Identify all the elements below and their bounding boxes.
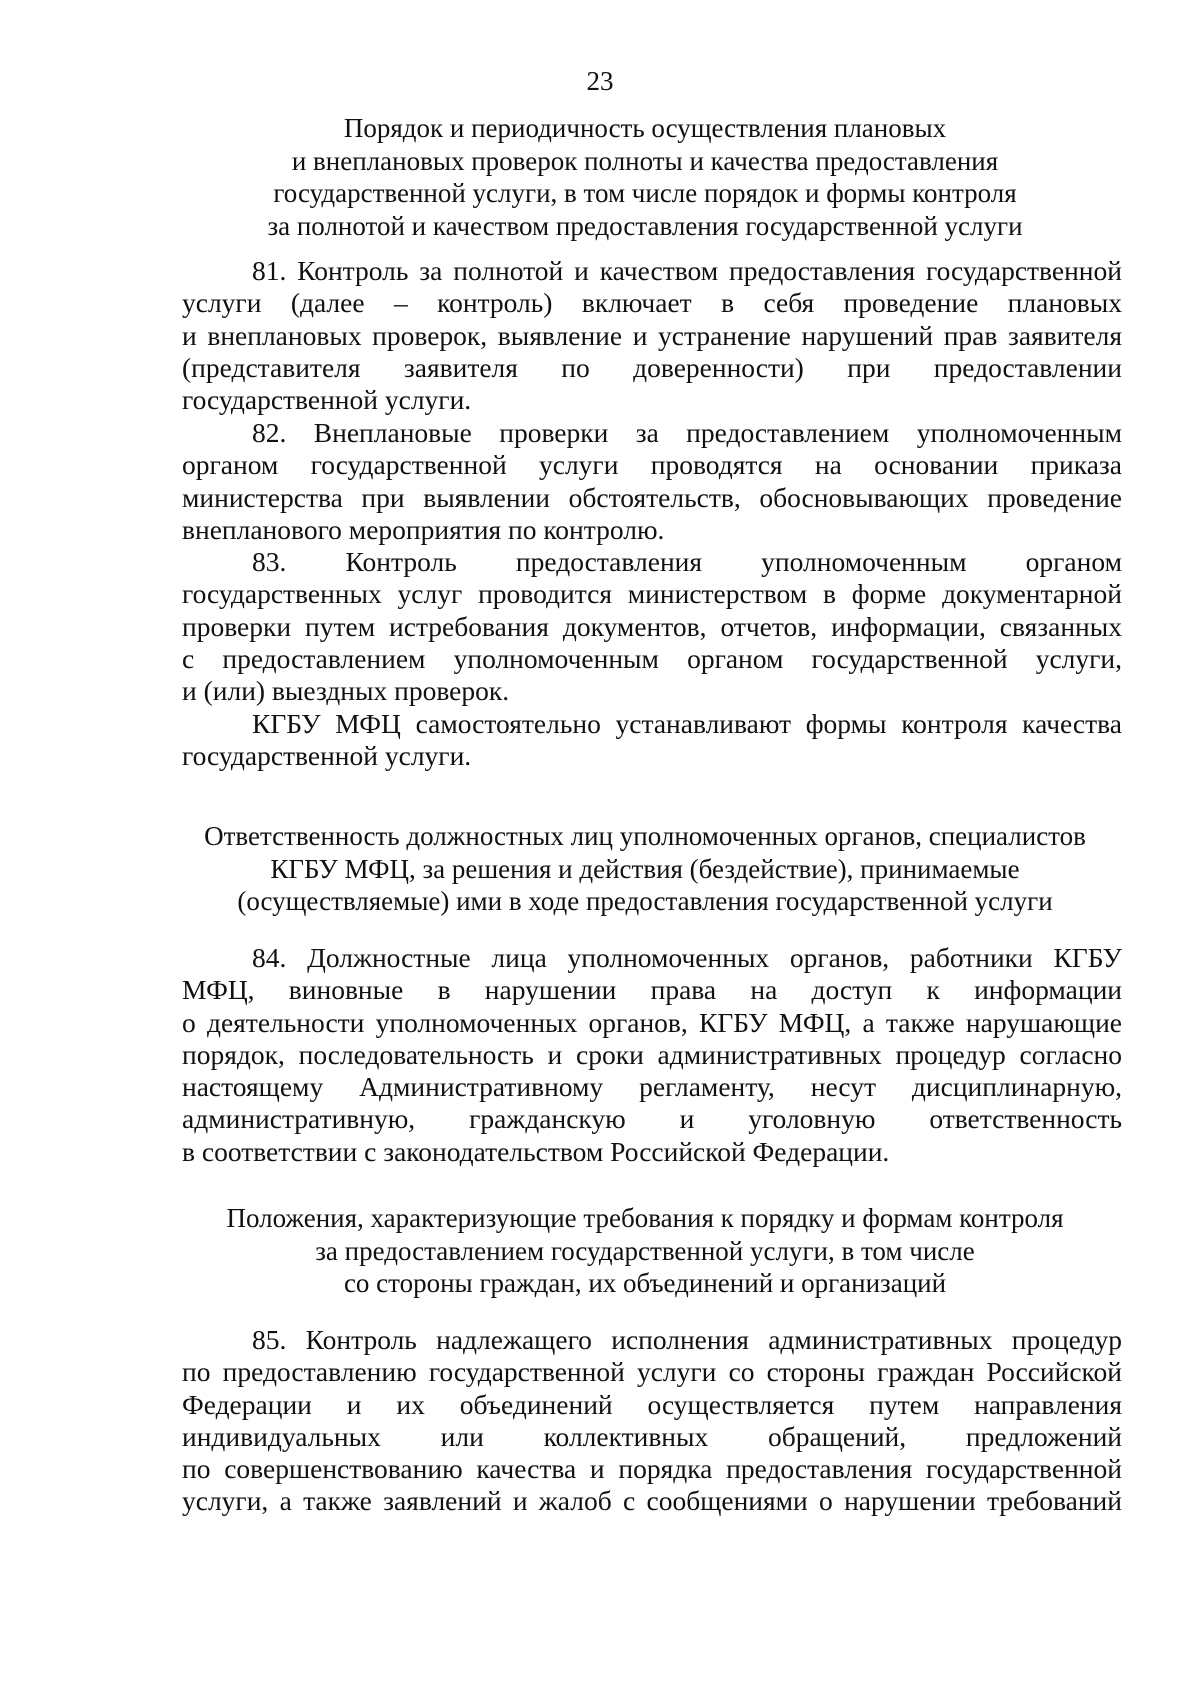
heading-line: со стороны граждан, их объединений и организаций (343, 1268, 947, 1299)
section-heading-citizen-control (175, 1202, 1115, 1300)
text-line: по предоставлению государственной услуги со стороны граждан Российской (182, 1356, 1122, 1388)
heading-line: и внеплановых проверок полноты и качества предоставления (291, 145, 999, 176)
text-line: и внеплановых проверок, выявление и устранение нарушений прав заявителя (182, 319, 1122, 351)
text-line: органом государственной услуги проводятся на основании приказа (182, 449, 1122, 481)
text-line: КГБУ МФЦ самостоятельно устанавливают формы контроля качества (252, 708, 1122, 739)
text-line: услуги, а также заявлений и жалоб с сообщениями о нарушении требований (182, 1485, 1122, 1517)
heading-line: (осуществляемые) ими в ходе предоставления государственной услуги (237, 886, 1053, 917)
text-line: 85. Контроль надлежащего исполнения административных процедур (252, 1324, 1122, 1355)
heading-line: КГБУ МФЦ, за решения и действия (бездействие), принимаемые (270, 853, 1020, 884)
paragraph-85 (182, 1324, 1122, 1518)
text-line: проверки путем истребования документов, отчетов, информации, связанных (182, 610, 1122, 642)
heading-line: за полнотой и качеством предоставления государственной услуги (267, 211, 1023, 242)
text-line: порядок, последовательность и сроки административных процедур согласно (182, 1038, 1122, 1070)
text-line: министерства при выявлении обстоятельств, обосновывающих проведение (182, 481, 1122, 513)
text-line: в соответствии с законодательством Российской Федерации. (182, 1135, 890, 1167)
heading-line: государственной услуги, в том числе порядок и формы контроля (273, 178, 1017, 209)
text-line: и (или) выездных проверок. (182, 675, 510, 707)
section-heading-responsibility (175, 820, 1115, 918)
paragraph-82 (182, 417, 1122, 546)
text-line: 84. Должностные лица уполномоченных органов, работники КГБУ (252, 942, 1122, 973)
paragraph-81 (182, 255, 1122, 416)
text-line: государственной услуги. (182, 740, 472, 772)
text-line: 83. Контроль предоставления уполномоченным органом (252, 546, 1122, 577)
text-line: Федерации и их объединений осуществляется путем направления (182, 1388, 1122, 1420)
heading-line: Ответственность должностных лиц уполномоченных органов, специалистов (204, 821, 1086, 851)
text-line: по совершенствованию качества и порядка предоставления государственной (182, 1453, 1122, 1485)
heading-line: Порядок и периодичность осуществления плановых (343, 113, 947, 143)
text-line: индивидуальных или коллективных обращений, предложений (182, 1420, 1122, 1452)
paragraph-83 (182, 546, 1122, 707)
text-line: услуги (далее – контроль) включает в себя проведение плановых (182, 287, 1122, 319)
text-line: внепланового мероприятия по контролю. (182, 513, 665, 545)
heading-line: за предоставлением государственной услуги, в том числе (315, 1235, 975, 1266)
text-line: 81. Контроль за полнотой и качеством предоставления государственной (252, 255, 1122, 286)
text-line: настоящему Административному регламенту, несут дисциплинарную, (182, 1071, 1122, 1103)
text-line: с предоставлением уполномоченным органом государственной услуги, (182, 642, 1122, 674)
paragraph-kgbu-mfc (182, 708, 1122, 773)
text-line: административную, гражданскую и уголовную ответственность (182, 1103, 1122, 1135)
heading-line: Положения, характеризующие требования к порядку и формам контроля (226, 1203, 1064, 1233)
text-line: 82. Внеплановые проверки за предоставлением уполномоченным (252, 417, 1122, 448)
section-heading-inspections (175, 112, 1115, 243)
text-line: (представителя заявителя по доверенности) при предоставлении (182, 351, 1122, 383)
text-line: государственных услуг проводится министерством в форме документарной (182, 578, 1122, 610)
text-line: государственной услуги. (182, 384, 472, 416)
text-line: МФЦ, виновные в нарушении права на доступ к информации (182, 974, 1122, 1006)
text-line: о деятельности уполномоченных органов, КГБУ МФЦ, а также нарушающие (182, 1006, 1122, 1038)
page-number: 23 (586, 66, 614, 96)
paragraph-84 (182, 942, 1122, 1168)
